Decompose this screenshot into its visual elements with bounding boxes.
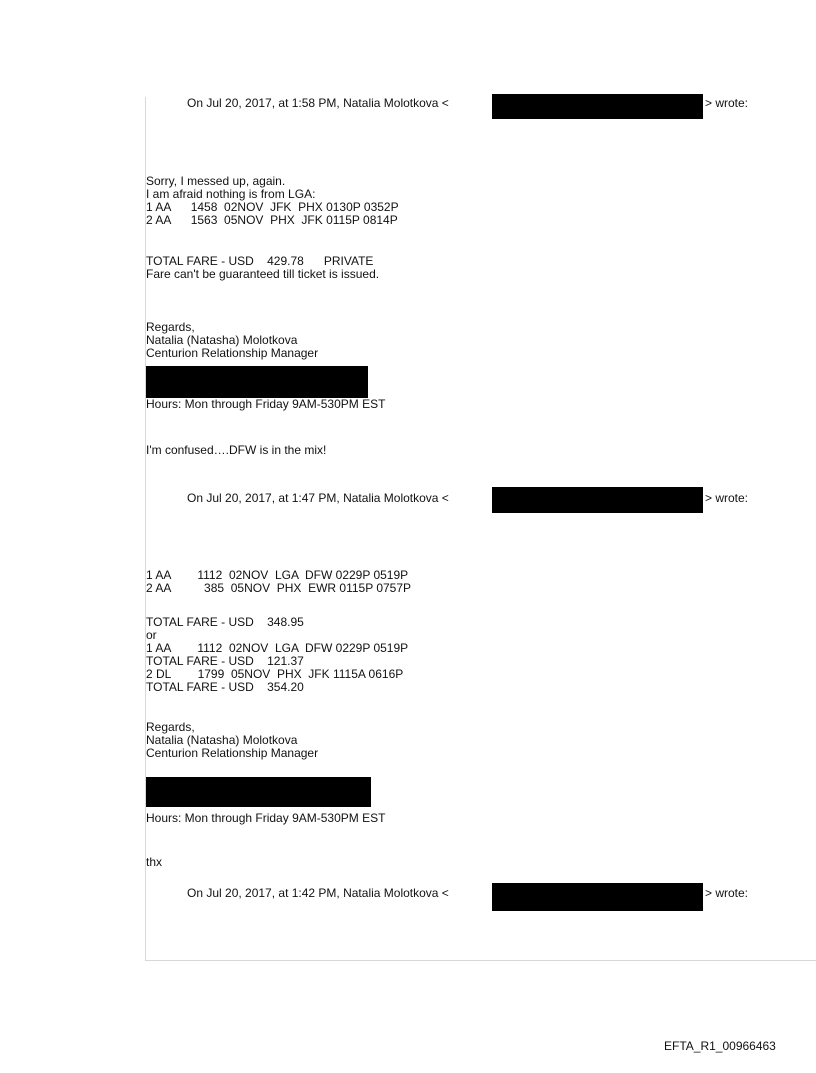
- email2-sig-hours: Hours: Mon through Friday 9AM-530PM EST: [146, 811, 386, 825]
- redacted-email-address: [492, 487, 703, 513]
- email2-total-fare-3: TOTAL FARE - USD 354.20: [146, 680, 304, 694]
- redacted-phone: [146, 777, 371, 807]
- email1-sig-hours: Hours: Mon through Friday 9AM-530PM EST: [146, 397, 386, 411]
- redacted-phone: [146, 366, 368, 398]
- email1-fare-note: Fare can't be guaranteed till ticket is issued.: [146, 267, 380, 281]
- email2-flight-3: 1 AA 1112 02NOV LGA DFW 0229P 0519P: [146, 641, 409, 655]
- email1-line-2: I am afraid nothing is from LGA:: [146, 187, 316, 201]
- email1-sig-name: Natalia (Natasha) Molotkova: [146, 333, 298, 347]
- email2-header: On Jul 20, 2017, at 1:47 PM, Natalia Molotkova <: [187, 491, 449, 505]
- email2-regards: Regards,: [146, 720, 195, 734]
- email2-flight-2: 2 AA 385 05NOV PHX EWR 0115P 0757P: [146, 581, 412, 595]
- email2-flight-4: 2 DL 1799 05NOV PHX JFK 1115A 0616P: [146, 667, 404, 681]
- email1-regards: Regards,: [146, 320, 195, 334]
- redacted-email-address: [492, 94, 703, 119]
- email2-total-fare-1: TOTAL FARE - USD 348.95: [146, 615, 304, 629]
- email1-flight-2: 2 AA 1563 05NOV PHX JFK 0115P 0814P: [146, 213, 398, 227]
- email3-header: On Jul 20, 2017, at 1:42 PM, Natalia Molotkova <: [187, 886, 449, 900]
- email1-sig-title: Centurion Relationship Manager: [146, 346, 319, 360]
- email3-wrote: > wrote:: [705, 886, 749, 900]
- email2-total-fare-2: TOTAL FARE - USD 121.37: [146, 654, 304, 668]
- email1-total-fare: TOTAL FARE - USD 429.78 PRIVATE: [146, 254, 374, 268]
- email1-wrote: > wrote:: [705, 96, 749, 110]
- email2-sig-title: Centurion Relationship Manager: [146, 746, 319, 760]
- email1-header: On Jul 20, 2017, at 1:58 PM, Natalia Molotkova <: [187, 96, 449, 110]
- redacted-email-address: [492, 883, 703, 911]
- email1-line-1: Sorry, I messed up, again.: [146, 174, 286, 188]
- document-id: EFTA_R1_00966463: [664, 1039, 776, 1053]
- reply1-text: I'm confused….DFW is in the mix!: [146, 443, 327, 457]
- reply2-text: thx: [146, 855, 163, 869]
- email2-sig-name: Natalia (Natasha) Molotkova: [146, 733, 298, 747]
- email1-flight-1: 1 AA 1458 02NOV JFK PHX 0130P 0352P: [146, 200, 399, 214]
- email2-flight-1: 1 AA 1112 02NOV LGA DFW 0229P 0519P: [146, 568, 409, 582]
- email2-wrote: > wrote:: [705, 491, 749, 505]
- email2-or: or: [146, 628, 157, 642]
